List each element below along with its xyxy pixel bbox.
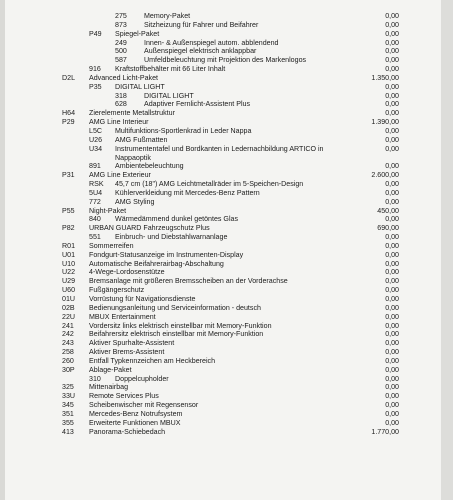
option-description: Erweiterte Funktionen MBUX <box>89 418 181 427</box>
option-code: 5U4 <box>89 188 103 197</box>
option-description: Außenspiegel elektrisch anklappbar <box>144 47 257 56</box>
option-code: P31 <box>62 171 75 180</box>
option-description: Panorama-Schiebedach <box>89 427 166 436</box>
option-description: AMG Fußmatten <box>115 135 168 144</box>
option-description: Instrumententafel und Bordkanten in Ledernachbildung ARTICO in <box>115 144 324 153</box>
option-price: 0,00 <box>385 82 399 91</box>
option-description: Bremsanlage mit größeren Bremsscheiben an der Vorderachse <box>89 277 288 286</box>
option-row <box>0 109 441 118</box>
option-price: 0,00 <box>385 339 399 348</box>
option-row <box>0 171 441 180</box>
option-code: 351 <box>62 409 74 418</box>
option-price: 0,00 <box>385 20 399 29</box>
option-row <box>0 313 441 322</box>
option-code: 891 <box>89 162 101 171</box>
option-price: 2.600,00 <box>371 171 399 180</box>
option-code: 413 <box>62 427 74 436</box>
option-row <box>0 277 441 286</box>
option-description: AMG Styling <box>115 197 155 206</box>
option-price: 0,00 <box>385 144 399 153</box>
option-row <box>0 383 441 392</box>
option-row <box>0 410 441 419</box>
option-description: Bedienungsanleitung und Serviceinformation - deutsch <box>89 303 261 312</box>
option-price: 0,00 <box>385 418 399 427</box>
option-code: 840 <box>89 215 101 224</box>
option-price: 0,00 <box>385 162 399 171</box>
option-description: 4-Wege-Lordosenstütze <box>89 268 165 277</box>
option-description: AMG Line Interieur <box>89 118 149 127</box>
option-price: 0,00 <box>385 401 399 410</box>
option-description: AMG Line Exterieur <box>89 171 151 180</box>
option-price: 0,00 <box>385 241 399 250</box>
option-price: 0,00 <box>385 392 399 401</box>
option-code: U60 <box>62 286 76 295</box>
option-row <box>0 47 441 56</box>
option-price: 0,00 <box>385 38 399 47</box>
option-price: 0,00 <box>385 47 399 56</box>
option-description: Ablage-Paket <box>89 365 132 374</box>
option-price: 0,00 <box>385 188 399 197</box>
option-code: 258 <box>62 348 74 357</box>
option-description: Spiegel-Paket <box>115 29 160 38</box>
option-description: Doppelcupholder <box>115 374 169 383</box>
option-row <box>0 260 441 269</box>
option-price: 0,00 <box>385 109 399 118</box>
option-description: Mercedes-Benz Notrufsystem <box>89 409 183 418</box>
option-row <box>0 39 441 48</box>
option-price: 0,00 <box>385 374 399 383</box>
option-price: 450,00 <box>377 206 399 215</box>
option-row <box>0 127 441 136</box>
option-code: 241 <box>62 321 74 330</box>
option-description: Vordersitz links elektrisch einstellbar mit Memory-Funktion <box>89 321 272 330</box>
option-description: Ambientebeleuchtung <box>115 162 184 171</box>
option-price: 0,00 <box>385 180 399 189</box>
option-code: D2L <box>62 73 76 82</box>
option-price: 0,00 <box>385 383 399 392</box>
option-code: 355 <box>62 418 74 427</box>
option-description: Aktiver Spurhalte-Assistent <box>89 339 175 348</box>
option-code: U26 <box>89 135 103 144</box>
option-row <box>0 366 441 375</box>
option-code: 873 <box>115 20 127 29</box>
option-code: 587 <box>115 56 127 65</box>
option-row <box>0 330 441 339</box>
option-description: Scheibenwischer mit Regensensor <box>89 401 199 410</box>
option-price: 0,00 <box>385 295 399 303</box>
option-price: 0,00 <box>385 303 399 312</box>
option-description: MBUX Entertainment <box>89 312 156 321</box>
option-description: Adaptiver Fernlicht-Assistent Plus <box>144 100 251 109</box>
option-row <box>0 251 441 260</box>
option-code: 01U <box>62 295 76 303</box>
option-description: Wärmedämmend dunkel getöntes Glas <box>115 215 239 224</box>
option-description: Automatische Beifahrerairbag-Abschaltung <box>89 259 224 268</box>
option-row <box>0 207 441 216</box>
option-description: Advanced Licht-Paket <box>89 73 159 82</box>
option-price: 0,00 <box>385 135 399 144</box>
option-code: P82 <box>62 224 75 233</box>
option-description: Einbruch- und Diebstahlwarnanlage <box>115 233 228 242</box>
option-price: 0,00 <box>385 12 399 20</box>
option-code: P35 <box>89 82 102 91</box>
option-code: P49 <box>89 29 102 38</box>
option-code: 02B <box>62 303 75 312</box>
option-code: 500 <box>115 47 127 56</box>
option-description: Fondgurt-Statusanzeige im Instrumenten-Display <box>89 250 244 259</box>
option-row <box>0 268 441 277</box>
option-code: 628 <box>115 100 127 109</box>
option-price: 1.350,00 <box>371 73 399 82</box>
option-code: 243 <box>62 339 74 348</box>
option-row <box>0 198 441 207</box>
option-price: 0,00 <box>385 409 399 418</box>
option-description: Beifahrersitz elektrisch einstellbar mit Memory-Funktion <box>89 330 264 339</box>
option-code: 30P <box>62 365 75 374</box>
option-description: URBAN GUARD Fahrzeugschutz Plus <box>89 224 210 233</box>
option-row <box>0 295 441 304</box>
option-row <box>0 392 441 401</box>
option-code: 772 <box>89 197 101 206</box>
option-price: 690,00 <box>377 224 399 233</box>
option-row <box>0 12 441 21</box>
option-row <box>0 180 441 189</box>
option-description: Vorrüstung für Navigationsdienste <box>89 295 196 303</box>
option-description: Night-Paket <box>89 206 127 215</box>
option-code: P55 <box>62 206 75 215</box>
option-description: Memory-Paket <box>144 12 191 20</box>
scan-border-right <box>441 0 453 500</box>
option-code: U29 <box>62 277 76 286</box>
option-description: Umfeldbeleuchtung mit Projektion des Markenlogos <box>144 56 307 65</box>
option-price: 0,00 <box>385 29 399 38</box>
option-row <box>0 233 441 242</box>
option-row <box>0 224 441 233</box>
option-price: 0,00 <box>385 268 399 277</box>
option-price: 0,00 <box>385 312 399 321</box>
option-price: 0,00 <box>385 65 399 74</box>
option-code: 551 <box>89 233 101 242</box>
option-code: 345 <box>62 401 74 410</box>
option-row <box>0 162 441 171</box>
option-price: 0,00 <box>385 356 399 365</box>
option-code: R01 <box>62 241 76 250</box>
option-row <box>0 428 441 437</box>
option-row <box>0 304 441 313</box>
option-description: Nappaoptik <box>115 153 151 162</box>
option-list <box>0 12 441 437</box>
option-description: Kühlerverkleidung mit Mercedes-Benz Pattern <box>115 188 260 197</box>
option-row <box>0 242 441 251</box>
option-row <box>0 118 441 127</box>
option-row <box>0 21 441 30</box>
option-row <box>0 322 441 331</box>
option-code: 325 <box>62 383 74 392</box>
option-row <box>0 286 441 295</box>
option-row <box>0 83 441 92</box>
option-price: 0,00 <box>385 215 399 224</box>
option-description: Aktiver Brems-Assistent <box>89 348 165 357</box>
option-description: DIGITAL LIGHT <box>115 82 165 91</box>
option-code: 33U <box>62 392 76 401</box>
option-code: RSK <box>89 180 104 189</box>
option-code: 310 <box>89 374 101 383</box>
option-description: Entfall Typkennzeichen am Heckbereich <box>89 356 216 365</box>
option-price: 0,00 <box>385 126 399 135</box>
option-code: 249 <box>115 38 127 47</box>
option-description: Sitzheizung für Fahrer und Beifahrer <box>144 20 259 29</box>
option-price: 0,00 <box>385 365 399 374</box>
option-description: Zierelemente Metallstruktur <box>89 109 175 118</box>
option-price: 1.390,00 <box>371 118 399 127</box>
option-code: U10 <box>62 259 76 268</box>
option-price: 0,00 <box>385 91 399 100</box>
option-code: P29 <box>62 118 75 127</box>
option-row <box>0 92 441 101</box>
option-price: 0,00 <box>385 250 399 259</box>
option-description: Fußgängerschutz <box>89 286 145 295</box>
option-price: 0,00 <box>385 348 399 357</box>
option-code: 22U <box>62 312 76 321</box>
option-row <box>0 100 441 109</box>
option-description: Mittenairbag <box>89 383 129 392</box>
option-description: Remote Services Plus <box>89 392 159 401</box>
option-row <box>0 65 441 74</box>
option-description: Innen- & Außenspiegel autom. abblendend <box>144 38 279 47</box>
option-description: DIGITAL LIGHT <box>144 91 194 100</box>
option-code: H64 <box>62 109 76 118</box>
option-price: 0,00 <box>385 321 399 330</box>
option-price: 0,00 <box>385 259 399 268</box>
option-price: 0,00 <box>385 286 399 295</box>
option-row <box>0 375 441 384</box>
option-code: 242 <box>62 330 74 339</box>
option-row <box>0 136 441 145</box>
option-row <box>0 357 441 366</box>
option-description: Multifunktions-Sportlenkrad in Leder Nappa <box>115 126 252 135</box>
option-row <box>0 419 441 428</box>
option-code: 318 <box>115 91 127 100</box>
option-price: 0,00 <box>385 197 399 206</box>
option-row <box>0 74 441 83</box>
option-code: 275 <box>115 12 127 20</box>
option-code: L5C <box>89 126 103 135</box>
option-price: 0,00 <box>385 330 399 339</box>
option-code: U22 <box>62 268 76 277</box>
option-row <box>0 189 441 198</box>
option-row <box>0 30 441 39</box>
option-price: 0,00 <box>385 277 399 286</box>
option-price: 1.770,00 <box>371 427 399 436</box>
option-price: 0,00 <box>385 233 399 242</box>
option-row <box>0 348 441 357</box>
option-code: 916 <box>89 65 101 74</box>
option-code: U01 <box>62 250 76 259</box>
option-row <box>0 145 441 154</box>
option-row <box>0 339 441 348</box>
option-description: Sommerreifen <box>89 241 134 250</box>
option-row <box>0 215 441 224</box>
option-description: 45,7 cm (18") AMG Leichtmetallräder im 5-Speichen-Design <box>115 180 304 189</box>
option-code: U34 <box>89 144 103 153</box>
option-code: 260 <box>62 356 74 365</box>
option-row <box>0 401 441 410</box>
option-row <box>0 154 441 163</box>
option-price: 0,00 <box>385 100 399 109</box>
option-row <box>0 56 441 65</box>
option-price: 0,00 <box>385 56 399 65</box>
option-description: Kraftstoffbehälter mit 66 Liter Inhalt <box>115 65 226 74</box>
